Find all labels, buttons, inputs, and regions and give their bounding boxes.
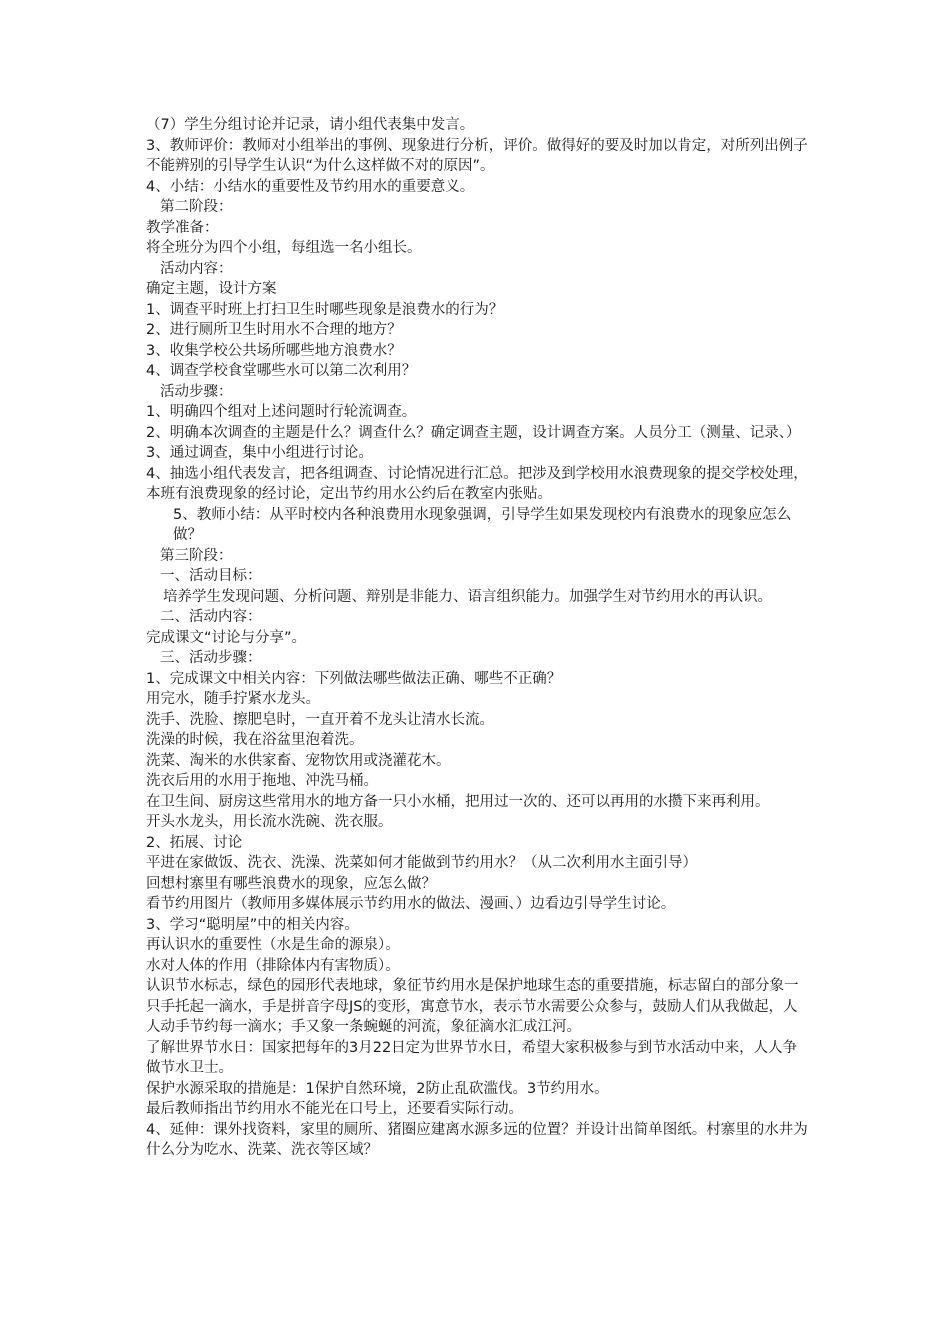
paragraph-line: 回想村寨里有哪些浪费水的现象，应怎么做？ (146, 875, 436, 892)
list-item: 2、明确本次调查的主题是什么？调查什么？确定调查主题，设计调查方案。人员分工（测量、记录、） (146, 424, 801, 441)
paragraph-line: 了解世界节水日：国家把每年的3月22日定为世界节水日，希望大家积极参与到节水活动中来，人人争做节水卫士。 (146, 1039, 798, 1076)
paragraph-line: 培养学生发现问题、分析问题、辩别是非能力、语言组织能力。加强学生对节约用水的再认识。 (163, 588, 772, 605)
section-heading: 第二阶段： (160, 199, 233, 215)
paragraph-line: 在卫生间、厨房这些常用水的地方备一只小水桶，把用过一次的、还可以再用的水攒下来再利用。 (146, 793, 770, 810)
paragraph-line: 完成课文“讨论与分享”。 (146, 629, 307, 646)
paragraph-line: 教学准备： (146, 219, 219, 236)
list-item: 3、通过调查，集中小组进行讨论。 (146, 445, 373, 461)
list-item: 4、调查学校食堂哪些水可以第二次利用？ (146, 363, 417, 379)
list-item: 5、教师小结：从平时校内各种浪费用水现象强调，引导学生如果发现校内有浪费水的现象应怎么做？ (173, 506, 792, 543)
list-item: 4、抽选小组代表发言，把各组调查、讨论情况进行汇总。把涉及到学校用水浪费现象的提交学校处理，本班有浪费现象的经讨论，定出节约用水公约后在教室内张贴。 (146, 465, 808, 502)
paragraph-line: 开头水龙头，用长流水洗碗、洗衣服。 (146, 814, 393, 830)
paragraph-line: 最后教师指出节约用水不能光在口号上，还要看实际行动。 (146, 1101, 523, 1117)
paragraph-line: 确定主题，设计方案 (146, 281, 277, 297)
paragraph-line: 洗菜、淘米的水供家畜、宠物饮用或浇灌花木。 (146, 752, 451, 769)
paragraph-line: 水对人体的作用（排除体内有害物质）。 (146, 957, 400, 974)
section-heading: 活动内容： (160, 260, 233, 277)
paragraph-line: 3、教师评价：教师对小组举出的事例、现象进行分析，评价。做得好的要及时加以肯定，对所列出例子不能辨别的引导学生认识“为什么这样做不对的原因”。 (146, 137, 808, 174)
list-item: 2、拓展、讨论 (146, 834, 243, 851)
section-heading: 二、活动内容： (160, 609, 262, 625)
paragraph-line: （7）学生分组讨论并记录，请小组代表集中发言。 (146, 117, 475, 133)
paragraph-line: 洗手、洗脸、擦肥皂时，一直开着不龙头让清水长流。 (146, 711, 494, 728)
document-body (146, 115, 809, 1161)
section-heading: 活动步骤： (160, 383, 233, 400)
paragraph-line: 保护水源采取的措施是：1保护自然环境，2防止乱砍滥伐。3节约用水。 (146, 1080, 609, 1097)
section-heading: 第三阶段： (160, 547, 233, 564)
list-item: 1、调查平时班上打扫卫生时哪些现象是浪费水的行为？ (146, 301, 504, 318)
paragraph-line: 看节约用图片（教师用多媒体展示节约用水的做法、漫画、）边看边引导学生讨论。 (146, 896, 676, 912)
list-item: 1、完成课文中相关内容：下列做法哪些做法正确、哪些不正确？ (146, 670, 562, 687)
section-heading: 三、活动步骤： (160, 650, 262, 666)
paragraph-line: 平进在家做饭、洗衣、洗澡、洗菜如何才能做到节约用水？（从二次利用水主面引导） (146, 855, 697, 871)
paragraph-line: 洗衣后用的水用于拖地、冲洗马桶。 (146, 773, 378, 789)
paragraph-line: 将全班分为四个小组，每组选一名小组长。 (146, 240, 422, 256)
paragraph-line: 洗澡的时候，我在浴盆里泡着洗。 (146, 732, 364, 748)
list-item: 3、收集学校公共场所哪些地方浪费水？ (146, 342, 402, 359)
list-item: 2、进行厕所卫生时用水不合理的地方？ (146, 322, 402, 338)
paragraph-line: 认识节水标志，绿色的园形代表地球，象征节约用水是保护地球生态的重要措施，标志留白的部分象一只手托起一滴水，手是拼音字母JS的变形，寓意节水，表示节水需要公众参与，鼓励人们从我做起，人人动手节约每一滴水；手又象一条蜿蜒的河流，象征滴水汇成江河。 (146, 978, 799, 1035)
paragraph-line: 再认识水的重要性（水是生命的源泉）。 (146, 937, 400, 953)
paragraph-line: 用完水，随手拧紧水龙头。 (146, 691, 320, 707)
list-item: 3、学习“聪明屋”中的相关内容。 (146, 916, 359, 933)
list-item: 4、延伸：课外找资料，家里的厕所、猪圈应建离水源多远的位置？并设计出简单图纸。村寨里的水井为什么分为吃水、洗菜、洗衣等区域？ (146, 1121, 808, 1158)
list-item: 1、明确四个组对上述问题时行轮流调查。 (146, 404, 417, 420)
paragraph-line: 4、小结：小结水的重要性及节约用水的重要意义。 (146, 178, 475, 195)
section-heading: 一、活动目标： (160, 568, 262, 584)
